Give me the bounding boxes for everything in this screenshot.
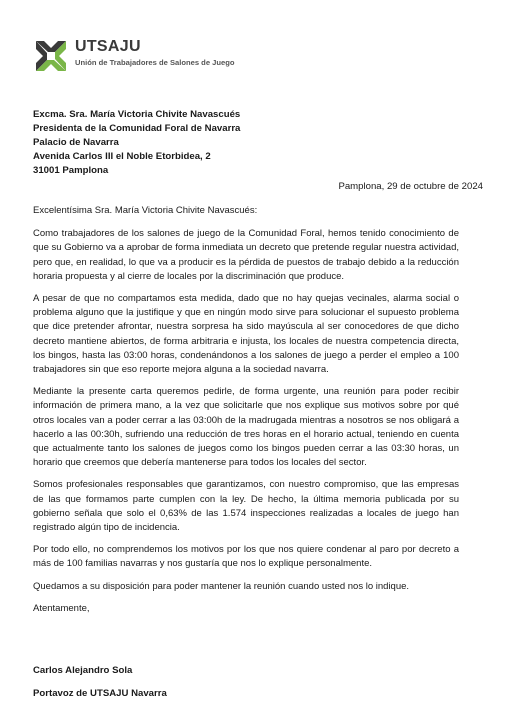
paragraph: Como trabajadores de los salones de juego de la Comunidad Foral, hemos tenido conocimiento de que su Gobierno va a aprobar de forma inmediata un decreto que pretende regular nuestra actividad, pero que, en realidad, lo que va a producir es la pérdida de puestos de trabajo debido a la reducción horaria propuesta y al cierre de locales por la discriminación que produce. — [33, 228, 459, 282]
signatory-name: Carlos Alejandro Sola — [33, 665, 133, 676]
brand-subtitle: Unión de Trabajadores de Salones de Juego — [75, 58, 235, 67]
paragraph: A pesar de que no compartamos esta medida, dado que no hay quejas vecinales, alarma social o problema alguno que la justifique y que en ningún modo sirve para solucionar el supuesto problema que dice pretender afrontar, nuestra sorpresa ha sido mayúscula al ser conocedores de que dicho decreto mantiene abiertos, de forma arbitraria e injusta, los locales de nuestra competencia directa, los bingos, hasta las 03:00 horas, condenándonos a los salones de juego a perder el empleo a 100 trabajadores sin que eso reporte mejora alguna a la sociedad navarra. — [33, 293, 459, 376]
recipient-line: Excma. Sra. María Victoria Chivite Navascués — [33, 109, 241, 120]
salutation: Excelentísima Sra. María Victoria Chivite Navascués: — [33, 205, 258, 216]
letter-date: Pamplona, 29 de octubre de 2024 — [338, 181, 483, 192]
recipient-line: Palacio de Navarra — [33, 137, 119, 148]
logo-green-cross — [36, 41, 66, 71]
paragraph: Por todo ello, no comprendemos los motivos por los que nos quiere condenar al paro por decreto a más de 100 familias navarras y nos gustaría que nos lo explique personalmente. — [33, 544, 459, 570]
letter-body — [33, 204, 459, 624]
signatory-role: Portavoz de UTSAJU Navarra — [33, 688, 167, 699]
paragraph: Somos profesionales responsables que garantizamos, con nuestro compromiso, que las empresas de las que formamos parte cumplen con la ley. De hecho, la última memoria publicada por su gobierno señala que solo el 0,63% de las 1.574 inspecciones realizadas a locales de juego han registrado algún tipo de incidencia. — [33, 479, 459, 534]
paragraph: Quedamos a su disposición para poder mantener la reunión cuando usted nos lo indique. — [33, 580, 410, 592]
brand-name: UTSAJU — [75, 38, 141, 55]
closing: Atentamente, — [33, 602, 90, 614]
recipient-address — [33, 108, 240, 178]
recipient-line: 31001 Pamplona — [33, 165, 109, 176]
utsaju-logo-icon — [33, 38, 69, 74]
recipient-line: Avenida Carlos III el Noble Etorbidea, 2 — [33, 151, 211, 162]
recipient-line: Presidenta de la Comunidad Foral de Navarra — [33, 123, 241, 134]
signature-block — [33, 664, 167, 701]
brand-block — [75, 38, 235, 68]
paragraph: Mediante la presente carta queremos pedirle, de forma urgente, una reunión para poder recibir información de primera mano, a la vez que solicitarle que nos explique sus motivos sobre por qué otros locales van a poder cerrar a las 03:00h de la madrugada mientras a nosotros se nos obligará a hacerlo a las 00:30h, sufriendo una reducción de tres horas en el horario actual, teniendo en cuenta que actualmente tanto los salones de juegos como los bingos pueden cerrar a las 03:30 horas, un horario que creemos que debería mantenerse para todos los locales del sector. — [33, 386, 459, 469]
